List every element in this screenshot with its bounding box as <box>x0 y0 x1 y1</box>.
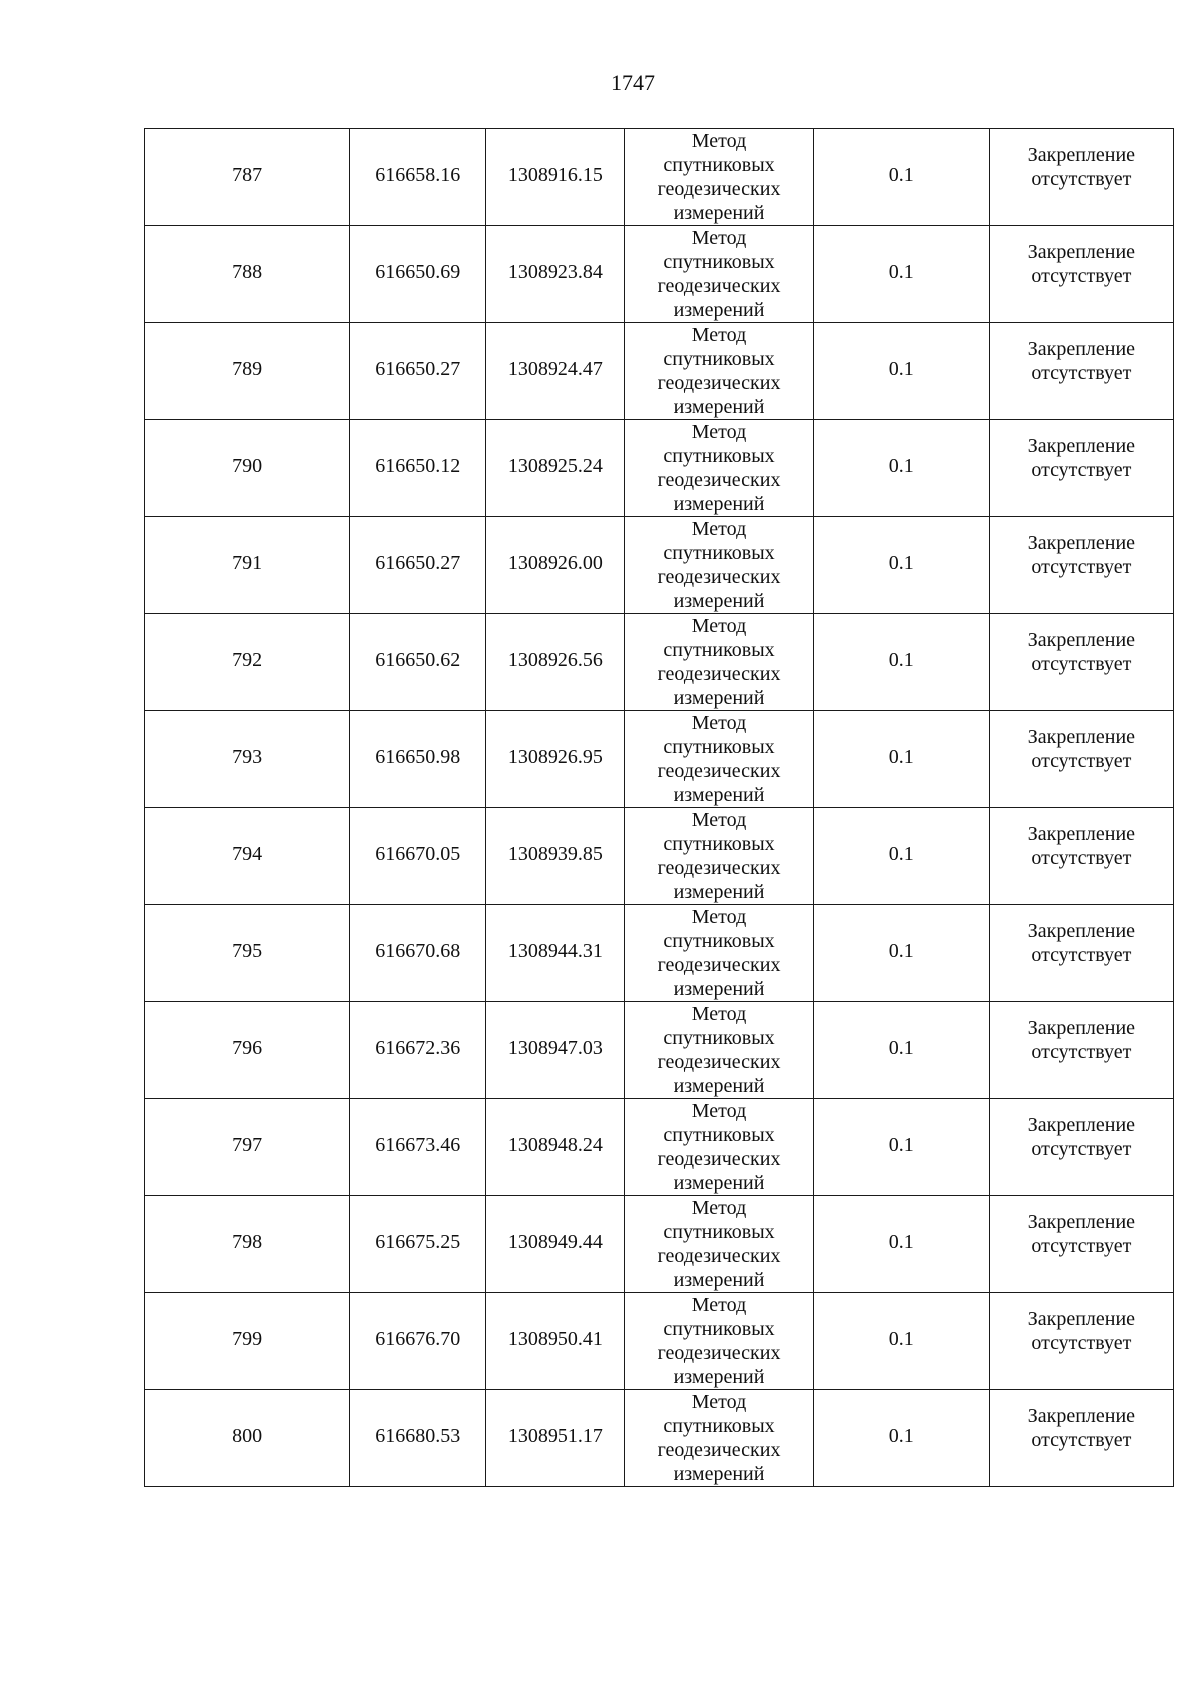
y-coordinate-cell: 1308925.24 <box>486 420 625 517</box>
y-coordinate-cell: 1308951.17 <box>486 1390 625 1487</box>
method-cell: Метод спутниковых геодезических измерений <box>625 614 813 711</box>
fixation-cell: Закрепление отсутствует <box>989 1390 1173 1487</box>
fixation-cell: Закрепление отсутствует <box>989 517 1173 614</box>
point-number-cell: 789 <box>145 323 350 420</box>
method-cell: Метод спутниковых геодезических измерений <box>625 808 813 905</box>
table-row <box>145 226 1174 323</box>
accuracy-cell: 0.1 <box>813 614 989 711</box>
fixation-cell: Закрепление отсутствует <box>989 614 1173 711</box>
accuracy-cell: 0.1 <box>813 711 989 808</box>
table-row <box>145 1002 1174 1099</box>
x-coordinate-cell: 616670.05 <box>350 808 486 905</box>
fixation-cell: Закрепление отсутствует <box>989 1099 1173 1196</box>
point-number-cell: 796 <box>145 1002 350 1099</box>
table-row <box>145 711 1174 808</box>
method-cell: Метод спутниковых геодезических измерений <box>625 226 813 323</box>
fixation-cell: Закрепление отсутствует <box>989 1293 1173 1390</box>
y-coordinate-cell: 1308950.41 <box>486 1293 625 1390</box>
fixation-cell: Закрепление отсутствует <box>989 323 1173 420</box>
point-number-cell: 792 <box>145 614 350 711</box>
accuracy-cell: 0.1 <box>813 1099 989 1196</box>
table-row <box>145 1293 1174 1390</box>
accuracy-cell: 0.1 <box>813 1196 989 1293</box>
x-coordinate-cell: 616673.46 <box>350 1099 486 1196</box>
x-coordinate-cell: 616650.62 <box>350 614 486 711</box>
coordinates-table-body <box>145 129 1174 1487</box>
accuracy-cell: 0.1 <box>813 905 989 1002</box>
x-coordinate-cell: 616670.68 <box>350 905 486 1002</box>
accuracy-cell: 0.1 <box>813 1390 989 1487</box>
table-row <box>145 1099 1174 1196</box>
point-number-cell: 795 <box>145 905 350 1002</box>
y-coordinate-cell: 1308924.47 <box>486 323 625 420</box>
table-row <box>145 1196 1174 1293</box>
table-row <box>145 517 1174 614</box>
fixation-cell: Закрепление отсутствует <box>989 1196 1173 1293</box>
fixation-cell: Закрепление отсутствует <box>989 808 1173 905</box>
table-row <box>145 614 1174 711</box>
point-number-cell: 788 <box>145 226 350 323</box>
method-cell: Метод спутниковых геодезических измерений <box>625 1196 813 1293</box>
table-row <box>145 1390 1174 1487</box>
point-number-cell: 799 <box>145 1293 350 1390</box>
y-coordinate-cell: 1308916.15 <box>486 129 625 226</box>
accuracy-cell: 0.1 <box>813 129 989 226</box>
method-cell: Метод спутниковых геодезических измерений <box>625 1002 813 1099</box>
method-cell: Метод спутниковых геодезических измерений <box>625 1293 813 1390</box>
fixation-cell: Закрепление отсутствует <box>989 1002 1173 1099</box>
method-cell: Метод спутниковых геодезических измерений <box>625 129 813 226</box>
x-coordinate-cell: 616675.25 <box>350 1196 486 1293</box>
accuracy-cell: 0.1 <box>813 420 989 517</box>
point-number-cell: 790 <box>145 420 350 517</box>
x-coordinate-cell: 616650.27 <box>350 517 486 614</box>
method-cell: Метод спутниковых геодезических измерений <box>625 420 813 517</box>
x-coordinate-cell: 616658.16 <box>350 129 486 226</box>
point-number-cell: 800 <box>145 1390 350 1487</box>
x-coordinate-cell: 616650.12 <box>350 420 486 517</box>
method-cell: Метод спутниковых геодезических измерений <box>625 323 813 420</box>
y-coordinate-cell: 1308939.85 <box>486 808 625 905</box>
y-coordinate-cell: 1308948.24 <box>486 1099 625 1196</box>
x-coordinate-cell: 616650.98 <box>350 711 486 808</box>
y-coordinate-cell: 1308926.95 <box>486 711 625 808</box>
point-number-cell: 793 <box>145 711 350 808</box>
fixation-cell: Закрепление отсутствует <box>989 711 1173 808</box>
accuracy-cell: 0.1 <box>813 517 989 614</box>
y-coordinate-cell: 1308947.03 <box>486 1002 625 1099</box>
table-row <box>145 129 1174 226</box>
method-cell: Метод спутниковых геодезических измерений <box>625 711 813 808</box>
y-coordinate-cell: 1308949.44 <box>486 1196 625 1293</box>
y-coordinate-cell: 1308926.56 <box>486 614 625 711</box>
y-coordinate-cell: 1308923.84 <box>486 226 625 323</box>
accuracy-cell: 0.1 <box>813 226 989 323</box>
method-cell: Метод спутниковых геодезических измерений <box>625 517 813 614</box>
point-number-cell: 787 <box>145 129 350 226</box>
y-coordinate-cell: 1308926.00 <box>486 517 625 614</box>
fixation-cell: Закрепление отсутствует <box>989 129 1173 226</box>
fixation-cell: Закрепление отсутствует <box>989 420 1173 517</box>
method-cell: Метод спутниковых геодезических измерений <box>625 1099 813 1196</box>
point-number-cell: 797 <box>145 1099 350 1196</box>
accuracy-cell: 0.1 <box>813 1293 989 1390</box>
table-row <box>145 905 1174 1002</box>
x-coordinate-cell: 616650.69 <box>350 226 486 323</box>
fixation-cell: Закрепление отсутствует <box>989 226 1173 323</box>
accuracy-cell: 0.1 <box>813 323 989 420</box>
page-number: 1747 <box>611 70 655 95</box>
x-coordinate-cell: 616650.27 <box>350 323 486 420</box>
x-coordinate-cell: 616676.70 <box>350 1293 486 1390</box>
point-number-cell: 794 <box>145 808 350 905</box>
coordinates-table <box>144 128 1174 1487</box>
point-number-cell: 791 <box>145 517 350 614</box>
table-row <box>145 808 1174 905</box>
point-number-cell: 798 <box>145 1196 350 1293</box>
x-coordinate-cell: 616680.53 <box>350 1390 486 1487</box>
accuracy-cell: 0.1 <box>813 808 989 905</box>
table-row <box>145 420 1174 517</box>
method-cell: Метод спутниковых геодезических измерений <box>625 1390 813 1487</box>
y-coordinate-cell: 1308944.31 <box>486 905 625 1002</box>
fixation-cell: Закрепление отсутствует <box>989 905 1173 1002</box>
x-coordinate-cell: 616672.36 <box>350 1002 486 1099</box>
table-row <box>145 323 1174 420</box>
method-cell: Метод спутниковых геодезических измерений <box>625 905 813 1002</box>
accuracy-cell: 0.1 <box>813 1002 989 1099</box>
